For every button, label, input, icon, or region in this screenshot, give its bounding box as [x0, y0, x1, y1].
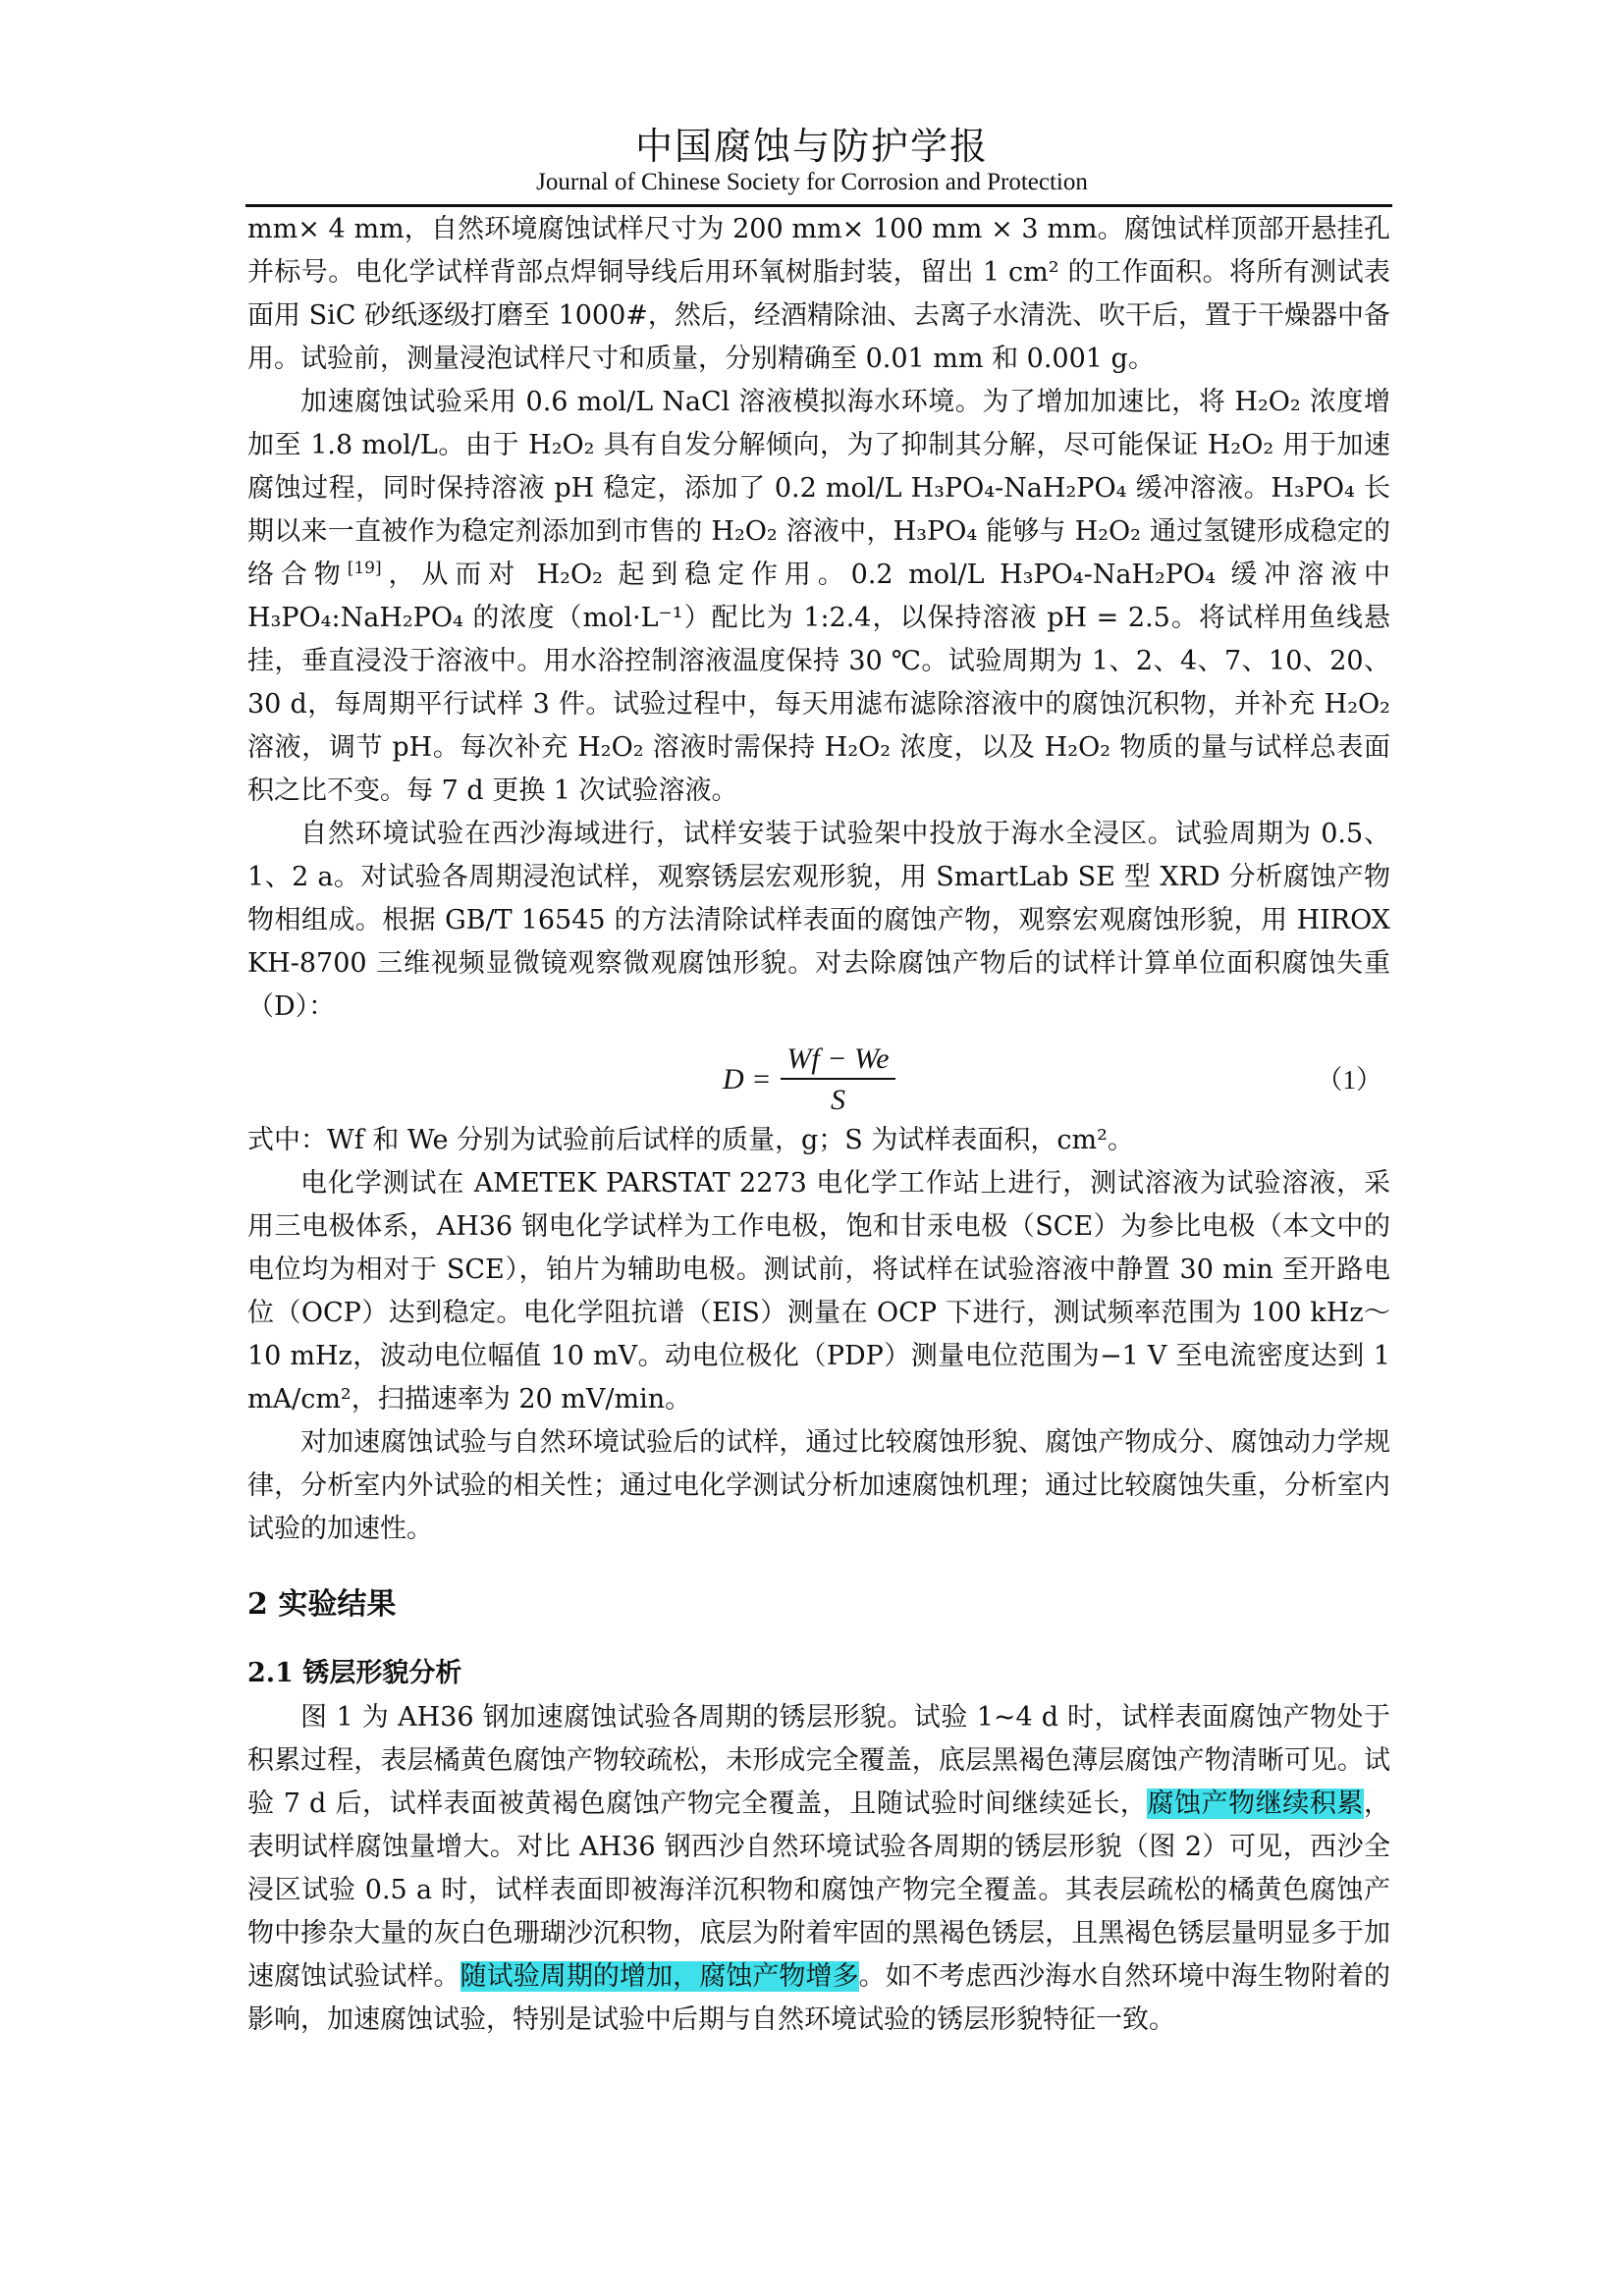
equation-1: [247, 1029, 1390, 1119]
paragraph-electrochem: 电化学测试在 AMETEK PARSTAT 2273 电化学工作站上进行，测试溶液为试验溶液，采用三电极体系，AH36 钢电化学试样为工作电极，饱和甘汞电极（SCE）为参比电极（本文中的电位均为相对于 SCE），铂片为辅助电极。测试前，将试样在试验溶液中静置 30 min 至开路电位（OCP）达到稳定。电化学阻抗谱（EIS）测量在 OCP 下进行，测试频率范围为 100 kHz～10 mHz，波动电位幅值 10 mV。动电位极化（PDP）测量电位范围为−1 V 至电流密度达到 1 mA/cm²，扫描速率为 20 mV/min。: [247, 1168, 1390, 1415]
journal-title-en: Journal of Chinese Society for Corrosion and Protection: [536, 169, 1088, 195]
paragraph-specimen-prep: mm× 4 mm，自然环境腐蚀试样尺寸为 200 mm× 100 mm × 3 mm。腐蚀试样顶部开悬挂孔并标号。电化学试样背部点焊铜导线后用环氧树脂封装，留出 1 cm² 的工作面积。将所有测试表面用 SiC 砂纸逐级打磨至 1000#，然后，经酒精除油、去离子水清洗、吹干后，置于干燥器中备用。试验前，测量浸泡试样尺寸和质量，分别精确至 0.01 mm 和 0.001 g。: [247, 214, 1390, 374]
paragraph-rust-morphology: [247, 1696, 1390, 2042]
paragraph-analysis-plan: 对加速腐蚀试验与自然环境试验后的试样，通过比较腐蚀形貌、腐蚀产物成分、腐蚀动力学规律，分析室内外试验的相关性；通过电化学测试分析加速腐蚀机理；通过比较腐蚀失重，分析室内试验的加速性。: [247, 1427, 1390, 1544]
paragraph-accelerated-test: [247, 381, 1390, 813]
header-rule: [245, 204, 1392, 207]
equation-denominator: S: [830, 1084, 845, 1116]
journal-title-cn: 中国腐蚀与防护学报: [634, 125, 989, 168]
accelerated-test-text-a: 加速腐蚀试验采用 0.6 mol/L NaCl 溶液模拟海水环境。为了增加加速比，将 H₂O₂ 浓度增加至 1.8 mol/L。由于 H₂O₂ 具有自发分解倾向，为了抑制其分解，尽可能保证 H₂O₂ 用于加速腐蚀过程，同时保持溶液 pH 稳定，添加了 0.2 mol/L H₃PO₄-NaH₂PO₄ 缓冲溶液。H₃PO₄ 长期以来一直被作为稳定剂添加到市售的 H₂O₂ 溶液中，H₃PO₄ 能够与 H₂O₂ 通过氢键形成稳定的络合物: [247, 387, 1390, 590]
paragraph-equation-legend: 式中：Wf 和 We 分别为试验前后试样的质量，g；S 为试样表面积，cm²。: [247, 1125, 1134, 1155]
equation-numerator: Wf − We: [781, 1042, 894, 1080]
citation-ref[interactable]: [19]: [347, 559, 382, 578]
equation-lhs: D =: [723, 1063, 772, 1095]
accelerated-test-text-b: ，从而对 H₂O₂ 起到稳定作用。0.2 mol/L H₃PO₄-NaH₂PO₄ 缓冲溶液中 H₃PO₄:NaH₂PO₄ 的浓度（mol·L⁻¹）配比为 1:2.4，以保持溶液 pH = 2.5。将试样用鱼线悬挂，垂直浸没于溶液中。用水浴控制溶液温度保持 30 ℃。试验周期为 1、2、4、7、10、20、30 d，每周期平行试样 3 件。试验过程中，每天用滤布滤除溶液中的腐蚀沉积物，并补充 H₂O₂ 溶液，调节 pH。每次补充 H₂O₂ 溶液时需保持 H₂O₂ 浓度，以及 H₂O₂ 物质的量与试样总表面积之比不变。每 7 d 更换 1 次试验溶液。: [247, 560, 1390, 806]
article-body: [247, 208, 1390, 2042]
highlight-1[interactable]: 腐蚀产物继续积累: [1147, 1789, 1364, 1819]
subsection-heading-rust-morphology: 2.1 锈层形貌分析: [247, 1658, 462, 1688]
rust-text-b: ，表明试样腐蚀量增大。对比 AH36 钢西沙自然环境试验各周期的锈层形貌（图 2）可见，西沙全浸区试验 0.5 a 时，试样表面即被海洋沉积物和腐蚀产物完全覆盖。其表层疏松的橘黄色腐蚀产物中掺杂大量的灰白色珊瑚沙沉积物，底层为附着牢固的黑褐色锈层，且黑褐色锈层量明显多于加速腐蚀试验试样。: [247, 1789, 1390, 1992]
section-heading-results: 2 实验结果: [247, 1587, 397, 1622]
equation-fraction: [781, 1042, 894, 1117]
rust-text-c: 。如不考虑西沙海水自然环境中海生物附着的影响，加速腐蚀试验，特别是试验中后期与自然环境试验的锈层形貌特征一致。: [247, 1961, 1391, 2035]
paragraph-natural-test: 自然环境试验在西沙海域进行，试样安装于试验架中投放于海水全浸区。试验周期为 0.5、1、2 a。对试验各周期浸泡试样，观察锈层宏观形貌，用 SmartLab SE 型 XRD 分析腐蚀产物物相组成。根据 GB/T 16545 的方法清除试样表面的腐蚀产物，观察宏观腐蚀形貌，用 HIROX KH-8700 三维视频显微镜观察微观腐蚀形貌。对去除腐蚀产物后的试样计算单位面积腐蚀失重（D）：: [247, 819, 1390, 1022]
equation-body: [723, 1042, 895, 1117]
rust-text-a: 图 1 为 AH36 钢加速腐蚀试验各周期的锈层形貌。试验 1~4 d 时，试样表面腐蚀产物处于积累过程，表层橘黄色腐蚀产物较疏松，未形成完全覆盖，底层黑褐色薄层腐蚀产物清晰可见。试验 7 d 后，试样表面被黄褐色腐蚀产物完全覆盖，且随试验时间继续延长，: [247, 1702, 1390, 1819]
equation-number: （1）: [1316, 1065, 1382, 1095]
highlight-2[interactable]: 随试验周期的增加，腐蚀产物增多: [460, 1961, 859, 1992]
